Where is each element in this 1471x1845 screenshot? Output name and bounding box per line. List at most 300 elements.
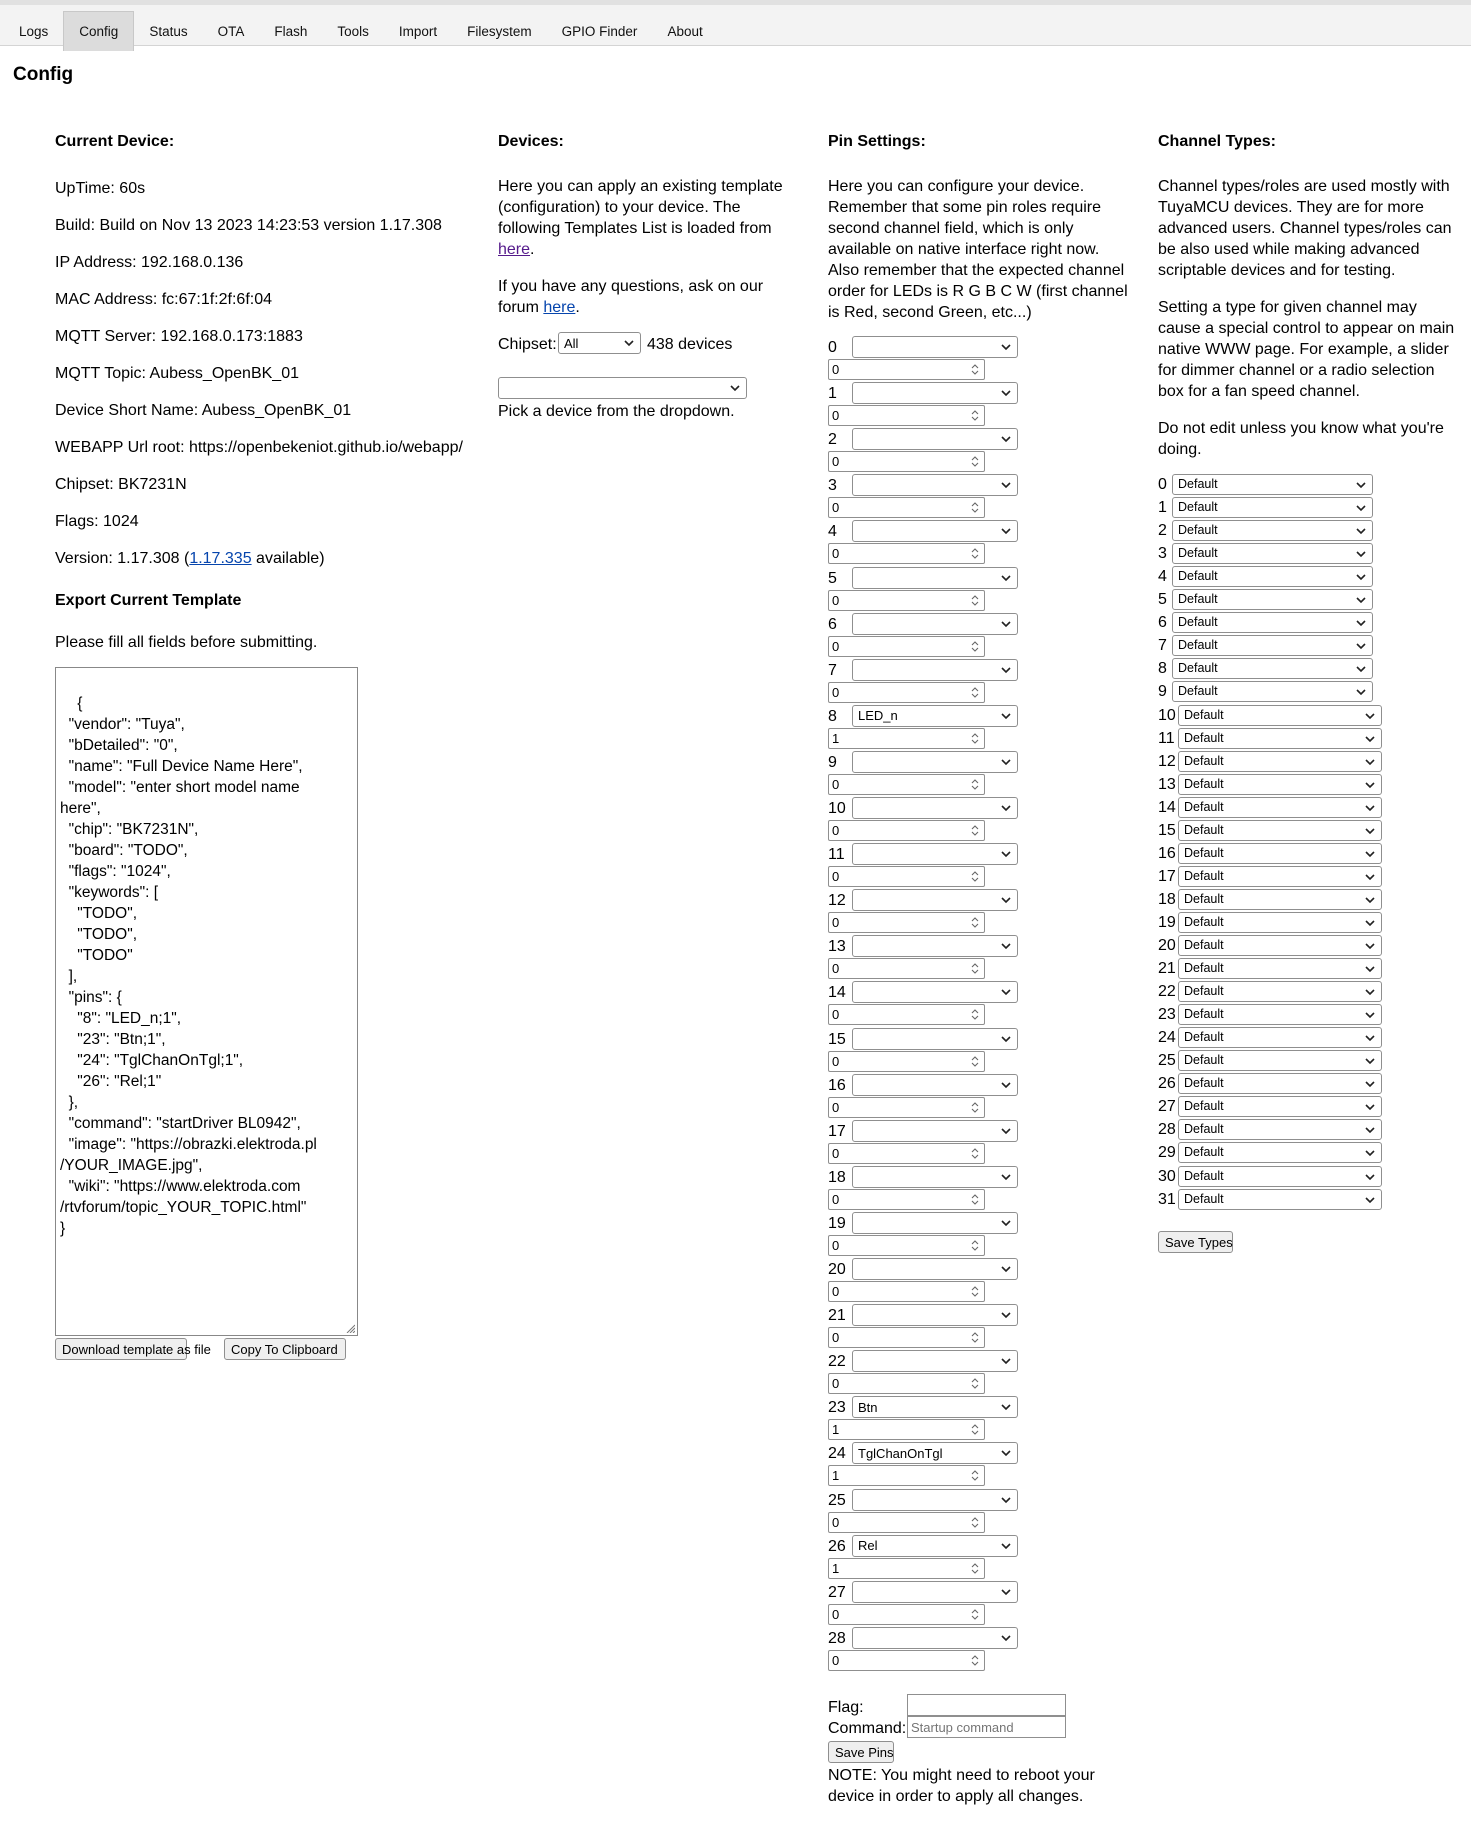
pin-channel-value: 0 — [832, 1514, 840, 1530]
chevron-down-icon — [1000, 1400, 1012, 1414]
channel-type-select[interactable] — [1178, 751, 1382, 772]
chevron-down-icon — [1364, 709, 1376, 723]
pin-channel-value: 0 — [832, 1284, 840, 1299]
spinner-arrows-icon[interactable] — [970, 1515, 980, 1530]
devices-intro-line1: Here you can apply an existing template — [498, 178, 783, 195]
spinner-arrows-icon[interactable] — [970, 1054, 980, 1069]
pin-role-select[interactable] — [852, 1350, 1018, 1372]
pin-channel-input[interactable] — [828, 958, 985, 979]
spinner-arrows-icon[interactable] — [970, 362, 980, 377]
channel-type-select[interactable] — [1178, 774, 1382, 795]
pin-desc-line: Remember that some pin roles require — [828, 199, 1102, 216]
chevron-down-icon — [1000, 1446, 1012, 1460]
channel-number-label: 12 — [1158, 752, 1176, 770]
pin-number-label: 2 — [828, 431, 837, 449]
pin-role-select[interactable] — [852, 843, 1018, 865]
pin-number-label: 20 — [828, 1261, 846, 1278]
pin-role-select[interactable] — [852, 1212, 1018, 1234]
chevron-down-icon — [1355, 570, 1367, 584]
chevron-down-icon — [1364, 1146, 1376, 1160]
channel-type-select[interactable] — [1172, 658, 1373, 679]
channel-type-select[interactable] — [1178, 1189, 1382, 1210]
tab-tools[interactable]: Tools — [337, 23, 369, 39]
channel-desc-line: scriptable devices and for testing. — [1158, 262, 1396, 279]
channel-number-label: 4 — [1158, 568, 1167, 586]
pin-channel-input[interactable] — [828, 543, 985, 564]
reboot-note-line1: NOTE: You might need to reboot your — [828, 1767, 1095, 1784]
channel-number-label: 27 — [1158, 1098, 1176, 1116]
flag-input[interactable] — [907, 1694, 1066, 1716]
pin-role-select[interactable] — [852, 1535, 1018, 1557]
pin-channel-input[interactable] — [828, 1465, 985, 1486]
pin-role-select[interactable] — [852, 751, 1018, 773]
spinner-arrows-icon[interactable] — [970, 1007, 980, 1022]
chevron-down-icon — [1355, 524, 1367, 538]
channel-type-value: Default — [1178, 477, 1218, 491]
channel-number-label: 8 — [1158, 660, 1167, 678]
pin-role-select[interactable] — [852, 1120, 1018, 1142]
channel-type-value: Default — [1184, 753, 1224, 768]
chevron-down-icon — [1000, 893, 1012, 907]
chevron-down-icon — [1364, 893, 1376, 907]
pin-number-label: 12 — [828, 892, 846, 910]
question-prefix: forum — [498, 299, 544, 316]
tab-gpio-finder[interactable]: GPIO Finder — [561, 23, 638, 39]
pin-number-label: 23 — [828, 1399, 846, 1417]
reboot-note-line2: device in order to apply all changes. — [828, 1788, 1084, 1805]
pin-number-label: 10 — [828, 800, 846, 817]
channel-type-value: Default — [1184, 984, 1224, 999]
spinner-arrows-icon[interactable] — [970, 1376, 980, 1391]
pin-channel-value: 0 — [832, 500, 840, 516]
chevron-down-icon — [1000, 801, 1012, 815]
mac-address-text: MAC Address: fc:67:1f:2f:6f:04 — [55, 291, 272, 308]
chevron-down-icon — [1364, 1031, 1376, 1045]
pin-number-label: 9 — [828, 753, 837, 771]
chevron-down-icon — [1364, 755, 1376, 769]
pin-channel-value: 0 — [832, 362, 840, 377]
channel-type-select[interactable] — [1178, 889, 1382, 910]
channel-type-value: Default — [1184, 822, 1224, 837]
pin-channel-input[interactable] — [828, 1235, 985, 1256]
pin-channel-input[interactable] — [828, 1419, 985, 1440]
version-line — [55, 548, 325, 569]
devices-intro-line4: here. — [498, 241, 535, 258]
channel-type-select[interactable] — [1178, 1050, 1382, 1071]
spinner-arrows-icon[interactable] — [970, 454, 980, 469]
channel-type-select[interactable] — [1178, 1096, 1382, 1117]
channel-type-select[interactable] — [1178, 820, 1382, 841]
channel-type-value: Default — [1184, 845, 1224, 860]
build-text: Build: Build on Nov 13 2023 14:23:53 version 1.17.308 — [55, 217, 442, 234]
spinner-arrows-icon[interactable] — [970, 1192, 980, 1207]
spinner-arrows-icon[interactable] — [970, 961, 980, 976]
pin-role-select[interactable] — [852, 1166, 1018, 1188]
pin-role-select[interactable] — [852, 1489, 1018, 1511]
channel-type-select[interactable] — [1172, 681, 1373, 702]
pin-channel-input[interactable] — [828, 1373, 985, 1394]
chevron-down-icon — [1364, 1077, 1376, 1091]
spinner-arrows-icon[interactable] — [970, 1422, 980, 1437]
chevron-down-icon — [1000, 1539, 1012, 1553]
channel-type-select[interactable] — [1178, 981, 1382, 1002]
save-types-button[interactable]: Save Types — [1158, 1231, 1233, 1253]
channel-type-select[interactable] — [1178, 1119, 1382, 1140]
export-heading: Export Current Template — [55, 592, 242, 609]
chevron-down-icon — [1355, 616, 1367, 630]
pin-role-select[interactable] — [852, 1258, 1018, 1280]
spinner-arrows-icon[interactable] — [970, 1284, 980, 1299]
pin-channel-value: 0 — [832, 1191, 840, 1207]
channel-type-select[interactable] — [1178, 1027, 1382, 1048]
channel-type-value: Default — [1178, 569, 1218, 584]
channel-desc-line: TuyaMCU devices. They are for more — [1158, 199, 1424, 216]
pin-role-select[interactable] — [852, 613, 1018, 635]
devices-panel — [498, 131, 798, 420]
chevron-down-icon — [1364, 870, 1376, 884]
channel-type-select[interactable] — [1178, 843, 1382, 864]
pin-channel-value: 0 — [832, 869, 840, 885]
channel-number-label: 6 — [1158, 614, 1167, 632]
spinner-arrows-icon[interactable] — [970, 1607, 980, 1622]
tab-ota[interactable]: OTA — [217, 23, 245, 39]
devices-heading: Devices: — [498, 133, 564, 150]
chevron-down-icon — [1355, 639, 1367, 653]
pin-channel-input[interactable] — [828, 636, 985, 657]
spinner-arrows-icon[interactable] — [970, 1468, 980, 1483]
channel-desc-line: for dimmer channel or a radio selection — [1158, 362, 1435, 379]
chevron-down-icon — [1000, 524, 1012, 538]
device-select[interactable] — [498, 377, 747, 399]
pin-role-select[interactable] — [852, 1028, 1018, 1050]
channel-list — [1158, 474, 1471, 1214]
chevron-down-icon — [1364, 732, 1376, 746]
spinner-arrows-icon[interactable] — [970, 1561, 980, 1576]
pin-channel-input[interactable] — [828, 359, 985, 380]
pin-channel-input[interactable] — [828, 1512, 985, 1533]
chevron-down-icon — [1000, 1262, 1012, 1276]
pin-number-label: 1 — [828, 385, 837, 403]
pin-channel-value: 0 — [832, 684, 840, 700]
chevron-down-icon — [1000, 340, 1012, 354]
pin-role-select[interactable] — [852, 567, 1018, 589]
pin-channel-value: 0 — [832, 961, 840, 977]
spinner-arrows-icon[interactable] — [970, 731, 980, 746]
channel-number-label: 31 — [1158, 1190, 1176, 1208]
uptime-text: UpTime: 60s — [55, 180, 146, 197]
tab-list — [4, 11, 718, 51]
channel-type-select[interactable] — [1178, 1166, 1382, 1187]
pin-channel-input[interactable] — [828, 1327, 985, 1348]
pin-role-select[interactable] — [852, 797, 1018, 819]
pin-role-select[interactable] — [852, 981, 1018, 1003]
channel-number-label: 18 — [1158, 890, 1176, 908]
channel-desc-line: advanced users. Channel types/roles can — [1158, 220, 1452, 237]
channel-desc-line: cause a special control to appear on main — [1158, 320, 1455, 337]
chevron-down-icon — [1000, 1170, 1012, 1184]
channel-type-value: Default — [1184, 707, 1224, 722]
spinner-arrows-icon[interactable] — [970, 500, 980, 515]
pin-number-label: 22 — [828, 1353, 846, 1371]
pin-channel-value: 0 — [832, 1237, 840, 1253]
chevron-down-icon — [1000, 1354, 1012, 1368]
pin-channel-value: 1 — [832, 1468, 840, 1484]
channel-type-select[interactable] — [1178, 866, 1382, 887]
channel-number-label: 5 — [1158, 591, 1167, 609]
chevron-down-icon — [623, 336, 635, 350]
chevron-down-icon — [1000, 1032, 1012, 1046]
pin-channel-value: 1 — [832, 1422, 840, 1438]
resize-grip-icon[interactable] — [345, 1323, 355, 1333]
pin-role-select[interactable] — [852, 1074, 1018, 1096]
pin-role-select[interactable] — [852, 382, 1018, 404]
channel-type-select[interactable] — [1172, 635, 1373, 656]
channel-type-value: Default — [1184, 730, 1224, 745]
spinner-arrows-icon[interactable] — [970, 1146, 980, 1161]
chevron-down-icon — [1000, 1631, 1012, 1645]
channel-type-select[interactable] — [1172, 520, 1373, 541]
pin-channel-input[interactable] — [828, 590, 985, 611]
pin-number-label: 11 — [828, 846, 845, 864]
channel-type-select[interactable] — [1178, 705, 1382, 726]
chevron-down-icon — [1355, 501, 1367, 515]
spinner-arrows-icon[interactable] — [970, 546, 980, 561]
top-tab-bar — [0, 0, 1471, 46]
channel-type-select[interactable] — [1178, 728, 1382, 749]
channel-number-label: 10 — [1158, 706, 1176, 724]
pin-channel-input[interactable] — [828, 405, 985, 426]
pin-channel-input[interactable] — [828, 497, 985, 518]
startup-command-input[interactable]: Startup command — [907, 1716, 1066, 1738]
version-update-link[interactable]: 1.17.335 — [189, 550, 252, 567]
pin-channel-input[interactable] — [828, 1281, 985, 1302]
pin-role-select[interactable] — [852, 336, 1018, 358]
chevron-down-icon — [1355, 478, 1367, 492]
channel-number-label: 22 — [1158, 983, 1176, 1001]
pin-channel-input[interactable] — [828, 451, 985, 472]
channel-type-select[interactable] — [1172, 543, 1373, 564]
short-name-text: Device Short Name: Aubess_OpenBK_01 — [55, 402, 352, 419]
spinner-arrows-icon[interactable] — [970, 1100, 980, 1115]
channel-number-label: 16 — [1158, 844, 1176, 862]
forum-link[interactable]: here — [543, 299, 576, 316]
channel-type-value: Default — [1178, 638, 1218, 653]
chevron-down-icon — [1364, 985, 1376, 999]
pin-channel-value: 1 — [832, 730, 840, 746]
channel-type-value: Default — [1184, 938, 1224, 952]
templates-list-link[interactable]: here — [498, 241, 531, 258]
pin-role-select[interactable] — [852, 935, 1018, 957]
pin-role-select[interactable] — [852, 474, 1018, 496]
chevron-down-icon — [1364, 939, 1376, 953]
chevron-down-icon — [1364, 1123, 1376, 1137]
tab-filesystem[interactable]: Filesystem — [467, 23, 532, 39]
pin-channel-value: 0 — [832, 1007, 840, 1023]
pin-channel-input[interactable] — [828, 1558, 985, 1579]
pin-channel-input[interactable] — [828, 1143, 985, 1164]
template-text: { "vendor": "Tuya", "bDetailed": "0", "name": "Full Device Name Here", "model": "enter short model name here", "chip": "BK7231N", "board": "TODO", "flags": "1024", "keywords": [ "TODO", "TODO", "TODO" ], "pins": { "8": "LED_n;1", "23": "Btn;1", "24": "TglChanOnTgl;1", "26": "Rel;1" }, "command": "startDriver BL0942", "image": "https://obrazki.elektroda.pl /YOUR_IMAGE.jpg", "wiki": "https://www.elektroda.com /rtvforum/topic_YOUR_TOPIC.html" } — [60, 695, 317, 1237]
tab-flash[interactable]: Flash — [274, 23, 308, 39]
channel-type-select[interactable] — [1178, 912, 1382, 933]
channel-type-select[interactable] — [1172, 497, 1373, 518]
pin-number-label: 5 — [828, 569, 837, 587]
spinner-arrows-icon[interactable] — [970, 593, 980, 608]
pin-role-select[interactable] — [852, 520, 1018, 542]
channel-number-label: 15 — [1158, 821, 1176, 839]
channel-type-value: Default — [1178, 500, 1218, 515]
pin-channel-input[interactable] — [828, 774, 985, 795]
chevron-down-icon — [1000, 755, 1012, 769]
channel-desc-line: be also used while making advanced — [1158, 241, 1420, 258]
pin-role-select[interactable] — [852, 1627, 1018, 1649]
pin-role-select[interactable] — [852, 428, 1018, 450]
channel-type-select[interactable] — [1172, 566, 1373, 587]
spinner-arrows-icon[interactable] — [970, 915, 980, 930]
channel-type-select[interactable] — [1178, 797, 1382, 818]
copy-to-clipboard-button[interactable]: Copy To Clipboard — [224, 1338, 346, 1360]
pin-channel-input[interactable] — [828, 728, 985, 749]
chevron-down-icon — [1000, 847, 1012, 861]
export-note: Please fill all fields before submitting. — [55, 634, 318, 651]
pin-channel-input[interactable] — [828, 1650, 985, 1671]
current-device-heading: Current Device: — [55, 133, 175, 150]
channel-type-value: Default — [1184, 1053, 1224, 1068]
spinner-arrows-icon[interactable] — [970, 869, 980, 884]
save-pins-button[interactable]: Save Pins — [828, 1741, 894, 1763]
template-textarea[interactable] — [55, 667, 358, 1336]
pick-device-hint: Pick a device from the dropdown. — [498, 403, 735, 420]
pin-channel-input[interactable] — [828, 1051, 985, 1072]
channel-type-value: Default — [1178, 523, 1218, 538]
devices-intro-line3: following Templates List is loaded from — [498, 220, 772, 237]
pin-channel-value: 0 — [832, 454, 840, 470]
pin-role-select[interactable] — [852, 659, 1018, 681]
current-device-panel — [55, 131, 475, 1357]
channel-type-select[interactable] — [1172, 474, 1373, 495]
channel-number-label: 29 — [1158, 1144, 1176, 1162]
flags-text: Flags: 1024 — [55, 513, 139, 530]
pin-channel-value: 0 — [832, 408, 840, 424]
spinner-arrows-icon[interactable] — [970, 639, 980, 654]
chevron-down-icon — [1000, 1493, 1012, 1507]
spinner-arrows-icon[interactable] — [970, 1653, 980, 1668]
pin-number-label: 8 — [828, 707, 837, 725]
channel-desc-line: native WWW page. For example, a slider — [1158, 341, 1449, 358]
channel-type-select[interactable] — [1178, 958, 1382, 979]
channel-number-label: 0 — [1158, 476, 1167, 493]
channel-type-value: Default — [1184, 891, 1224, 906]
spinner-arrows-icon[interactable] — [970, 823, 980, 838]
pin-role-select[interactable] — [852, 1304, 1018, 1326]
channel-type-value: Default — [1178, 615, 1218, 630]
pin-role-select[interactable] — [852, 705, 1018, 727]
pin-channel-value: 0 — [832, 1145, 840, 1161]
channel-types-panel — [1158, 131, 1458, 1250]
spinner-arrows-icon[interactable] — [970, 1330, 980, 1345]
pin-channel-input[interactable] — [828, 820, 985, 841]
channel-type-value: Default — [1178, 661, 1218, 676]
pin-role-select[interactable] — [852, 889, 1018, 911]
pin-number-label: 27 — [828, 1583, 846, 1601]
chipset-filter-label: Chipset: — [498, 336, 557, 353]
channel-type-select[interactable] — [1178, 1142, 1382, 1163]
pin-number-label: 26 — [828, 1537, 846, 1555]
channel-desc-line: Setting a type for given channel may — [1158, 299, 1417, 316]
pin-role-select[interactable] — [852, 1396, 1018, 1418]
pin-channel-value: 0 — [832, 1376, 840, 1392]
pin-number-label: 14 — [828, 984, 846, 1002]
tab-import[interactable]: Import — [398, 23, 438, 39]
pin-number-label: 4 — [828, 523, 837, 541]
pin-channel-input[interactable] — [828, 1189, 985, 1210]
channel-type-value: Default — [1184, 776, 1224, 791]
chevron-down-icon — [1000, 1078, 1012, 1092]
pin-channel-value: 0 — [832, 776, 840, 792]
pin-role-value: LED_n — [858, 708, 898, 724]
chevron-down-icon — [1364, 1008, 1376, 1022]
channel-type-select[interactable] — [1178, 935, 1382, 956]
channel-number-label: 3 — [1158, 545, 1167, 563]
channel-desc-line: box for a fan speed channel. — [1158, 383, 1360, 400]
spinner-arrows-icon[interactable] — [970, 408, 980, 423]
pin-channel-input[interactable] — [828, 682, 985, 703]
channel-type-select[interactable] — [1178, 1073, 1382, 1094]
tab-logs[interactable]: Logs — [19, 23, 49, 39]
chevron-down-icon — [1364, 1170, 1376, 1184]
channel-number-label: 7 — [1158, 637, 1167, 655]
chevron-down-icon — [1000, 478, 1012, 492]
pin-channel-value: 0 — [832, 1330, 840, 1346]
channel-type-select[interactable] — [1172, 589, 1373, 610]
channel-type-value: Default — [1184, 1168, 1224, 1183]
chevron-down-icon — [1000, 709, 1012, 723]
pin-role-value: Btn — [858, 1399, 878, 1415]
chevron-down-icon — [1000, 663, 1012, 677]
tab-status[interactable]: Status — [149, 23, 188, 39]
pin-desc-line: is Red, second Green, etc...) — [828, 304, 1032, 321]
channel-type-select[interactable] — [1178, 1004, 1382, 1025]
spinner-arrows-icon[interactable] — [970, 685, 980, 700]
chevron-down-icon — [1000, 571, 1012, 585]
pin-number-label: 21 — [828, 1307, 846, 1325]
flag-label: Flag: — [828, 1699, 864, 1716]
mqtt-topic-text: MQTT Topic: Aubess_OpenBK_01 — [55, 365, 299, 382]
pin-channel-input[interactable] — [828, 1004, 985, 1025]
chevron-down-icon — [1000, 1308, 1012, 1322]
download-template-button[interactable]: Download template as file — [55, 1338, 187, 1360]
chevron-down-icon — [1364, 1193, 1376, 1207]
pin-list — [828, 337, 1148, 1668]
spinner-arrows-icon[interactable] — [970, 1238, 980, 1253]
chipset-filter-select[interactable] — [558, 332, 641, 354]
chevron-down-icon — [1364, 916, 1376, 930]
pin-number-label: 24 — [828, 1445, 846, 1463]
pin-channel-input[interactable] — [828, 1097, 985, 1118]
spinner-arrows-icon[interactable] — [970, 777, 980, 792]
pin-channel-input[interactable] — [828, 912, 985, 933]
chevron-down-icon — [1000, 1216, 1012, 1230]
chevron-down-icon — [1364, 778, 1376, 792]
tab-about[interactable]: About — [667, 23, 703, 39]
pin-role-select[interactable] — [852, 1581, 1018, 1603]
device-count-text: 438 devices — [647, 336, 733, 353]
tab-config[interactable]: Config — [63, 11, 134, 51]
pin-channel-input[interactable] — [828, 1604, 985, 1625]
pin-channel-input[interactable] — [828, 866, 985, 887]
channel-type-value: Default — [1184, 868, 1224, 883]
channel-type-select[interactable] — [1172, 612, 1373, 633]
pin-role-select[interactable] — [852, 1442, 1018, 1464]
